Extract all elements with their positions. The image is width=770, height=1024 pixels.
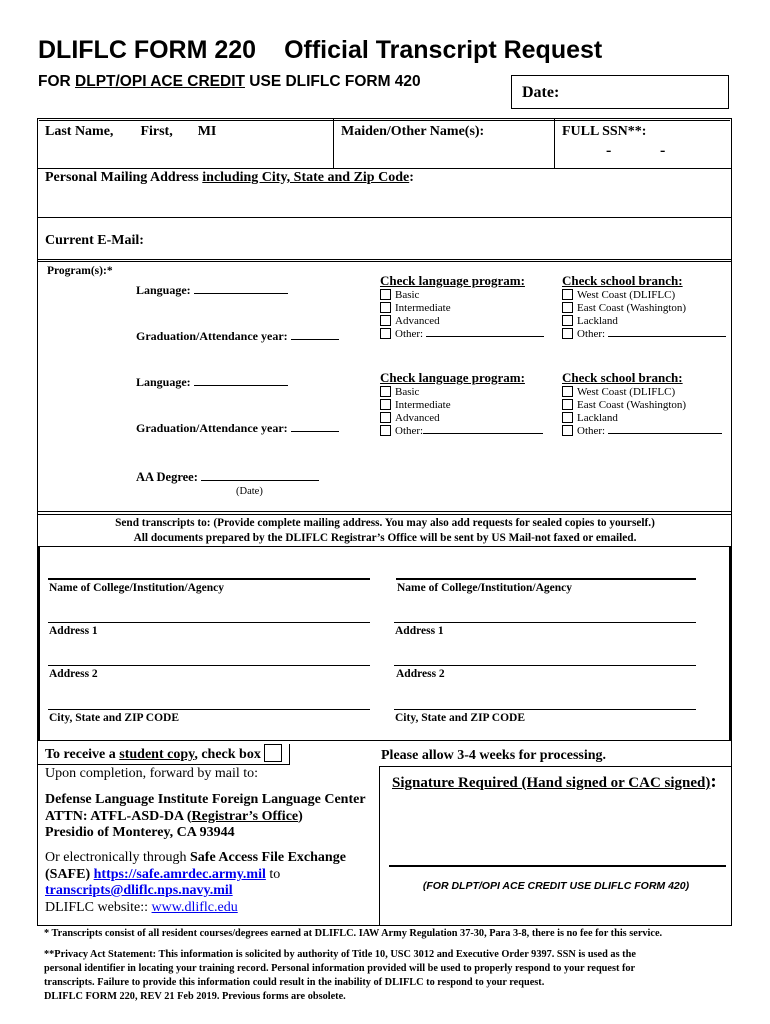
student-copy-row: To receive a student copy, check box bbox=[45, 747, 261, 762]
checkbox[interactable] bbox=[380, 302, 391, 313]
checkbox[interactable] bbox=[380, 412, 391, 423]
form-number: DLIFLC FORM 220 bbox=[38, 36, 257, 64]
date-field[interactable] bbox=[511, 75, 729, 109]
option-intermediate-1[interactable]: Intermediate bbox=[380, 302, 451, 314]
checkbox[interactable] bbox=[562, 412, 573, 423]
privacy-statement: **Privacy Act Statement: This information is solicited by authority of Title 10, USC 3012 and Executive Order 9397. SSN is used as the personal identifier in locating your training record. Personal information provided will be used to properly respond to your request for transcripts. Failure to provide this information could result in the inability of DLIFLC to respond to your request. DLIFLC FORM 220, REV 21 Feb 2019. Previous forms are obsolete. bbox=[44, 949, 636, 1002]
ssn-field[interactable]: FULL SSN**: - - bbox=[562, 124, 666, 159]
checkbox[interactable] bbox=[562, 328, 573, 339]
option-advanced-1[interactable]: Advanced bbox=[380, 315, 440, 327]
last-name-field[interactable]: Last Name, First, MI bbox=[45, 124, 217, 139]
programs-label: Program(s):* bbox=[47, 265, 113, 277]
safe-link[interactable]: https://safe.amrdec.army.mil bbox=[93, 866, 266, 882]
check-language-program-1: Check language program: bbox=[380, 273, 525, 288]
transcript-note: * Transcripts consist of all resident courses/degrees earned at DLIFLC. IAW Army Regulation 37-30, Para 3-8, there is no fee for this service. bbox=[44, 928, 663, 939]
form-name: Official Transcript Request bbox=[284, 36, 603, 64]
checkbox[interactable] bbox=[380, 315, 391, 326]
branch-west-2[interactable]: West Coast (DLIFLC) bbox=[562, 386, 675, 398]
branch-lackland-2[interactable]: Lackland bbox=[562, 412, 618, 424]
language-field-1[interactable]: Language: bbox=[136, 283, 288, 298]
grad-year-field-2[interactable]: Graduation/Attendance year: bbox=[136, 421, 339, 436]
option-other-1[interactable]: Other: bbox=[380, 328, 544, 340]
check-language-program-2: Check language program: bbox=[380, 370, 525, 385]
maiden-name-field[interactable]: Maiden/Other Name(s): bbox=[341, 124, 485, 139]
checkbox[interactable] bbox=[562, 302, 573, 313]
ace-credit-note: (FOR DLPT/OPI ACE CREDIT USE DLIFLC FORM 420) bbox=[422, 880, 690, 892]
branch-east-1[interactable]: East Coast (Washington) bbox=[562, 302, 686, 314]
email-field[interactable]: Current E-Mail: bbox=[45, 233, 144, 248]
aa-date-hint: (Date) bbox=[236, 486, 263, 497]
signature-required: Signature Required (Hand signed or CAC signed): bbox=[392, 771, 717, 792]
branch-east-2[interactable]: East Coast (Washington) bbox=[562, 399, 686, 411]
language-field-2[interactable]: Language: bbox=[136, 375, 288, 390]
branch-other-2[interactable]: Other: bbox=[562, 425, 722, 437]
branch-other-1[interactable]: Other: bbox=[562, 328, 726, 340]
college-field-right[interactable]: Name of College/Institution/Agency bbox=[397, 582, 573, 594]
checkbox[interactable] bbox=[380, 386, 391, 397]
grad-year-field-1[interactable]: Graduation/Attendance year: bbox=[136, 329, 339, 344]
website-link[interactable]: www.dliflc.edu bbox=[151, 899, 238, 915]
option-basic-2[interactable]: Basic bbox=[380, 386, 419, 398]
send-to-instructions: Send transcripts to: (Provide complete mailing address. You may also add requests for sealed copies to yourself.) All documents prepared by the DLIFLC Registrar’s Office will be sent by US Mail-not faxed or emailed. bbox=[115, 517, 655, 544]
address1-field-left[interactable]: Address 1 bbox=[49, 625, 98, 637]
checkbox[interactable] bbox=[380, 399, 391, 410]
electronic-submission: Or electronically through Safe Access File Exchange (SAFE) https://safe.amrdec.army.mil to transcripts@dliflc.nps.navy.mil DLIFLC website:: www.dliflc.edu bbox=[45, 850, 346, 915]
form-title bbox=[38, 36, 602, 65]
branch-west-1[interactable]: West Coast (DLIFLC) bbox=[562, 289, 675, 301]
form-subtitle: FOR DLPT/OPI ACE CREDIT USE DLIFLC FORM 420 bbox=[38, 73, 421, 90]
option-intermediate-2[interactable]: Intermediate bbox=[380, 399, 451, 411]
checkbox[interactable] bbox=[380, 328, 391, 339]
branch-lackland-1[interactable]: Lackland bbox=[562, 315, 618, 327]
transcripts-email-link[interactable]: transcripts@dliflc.nps.navy.mil bbox=[45, 883, 233, 898]
check-school-branch-2: Check school branch: bbox=[562, 370, 683, 385]
checkbox[interactable] bbox=[562, 386, 573, 397]
student-copy-checkbox[interactable] bbox=[264, 744, 282, 762]
checkbox[interactable] bbox=[562, 425, 573, 436]
address2-field-right[interactable]: Address 2 bbox=[396, 668, 445, 680]
option-basic-1[interactable]: Basic bbox=[380, 289, 419, 301]
college-field-left[interactable]: Name of College/Institution/Agency bbox=[49, 582, 225, 594]
option-advanced-2[interactable]: Advanced bbox=[380, 412, 440, 424]
checkbox[interactable] bbox=[380, 425, 391, 436]
signature-line[interactable] bbox=[389, 865, 726, 867]
mailing-address-field[interactable]: Personal Mailing Address including City, State and Zip Code: bbox=[45, 170, 414, 185]
checkbox[interactable] bbox=[562, 315, 573, 326]
address2-field-left[interactable]: Address 2 bbox=[49, 668, 98, 680]
checkbox[interactable] bbox=[380, 289, 391, 300]
option-other-2[interactable]: Other: bbox=[380, 425, 543, 437]
city-field-right[interactable]: City, State and ZIP CODE bbox=[395, 712, 526, 724]
checkbox[interactable] bbox=[562, 289, 573, 300]
city-field-left[interactable]: City, State and ZIP CODE bbox=[49, 712, 180, 724]
processing-time: Please allow 3-4 weeks for processing. bbox=[381, 748, 607, 763]
address1-field-right[interactable]: Address 1 bbox=[395, 625, 444, 637]
forward-label: Upon completion, forward by mail to: bbox=[45, 766, 259, 781]
date-label: Date: bbox=[522, 84, 560, 101]
checkbox[interactable] bbox=[562, 399, 573, 410]
aa-degree-field[interactable]: AA Degree: bbox=[136, 470, 319, 485]
check-school-branch-1: Check school branch: bbox=[562, 273, 683, 288]
mailing-address-block: Defense Language Institute Foreign Language Center ATTN: ATFL-ASD-DA (Registrar’s Office) Presidio of Monterey, CA 93944 bbox=[45, 792, 366, 840]
